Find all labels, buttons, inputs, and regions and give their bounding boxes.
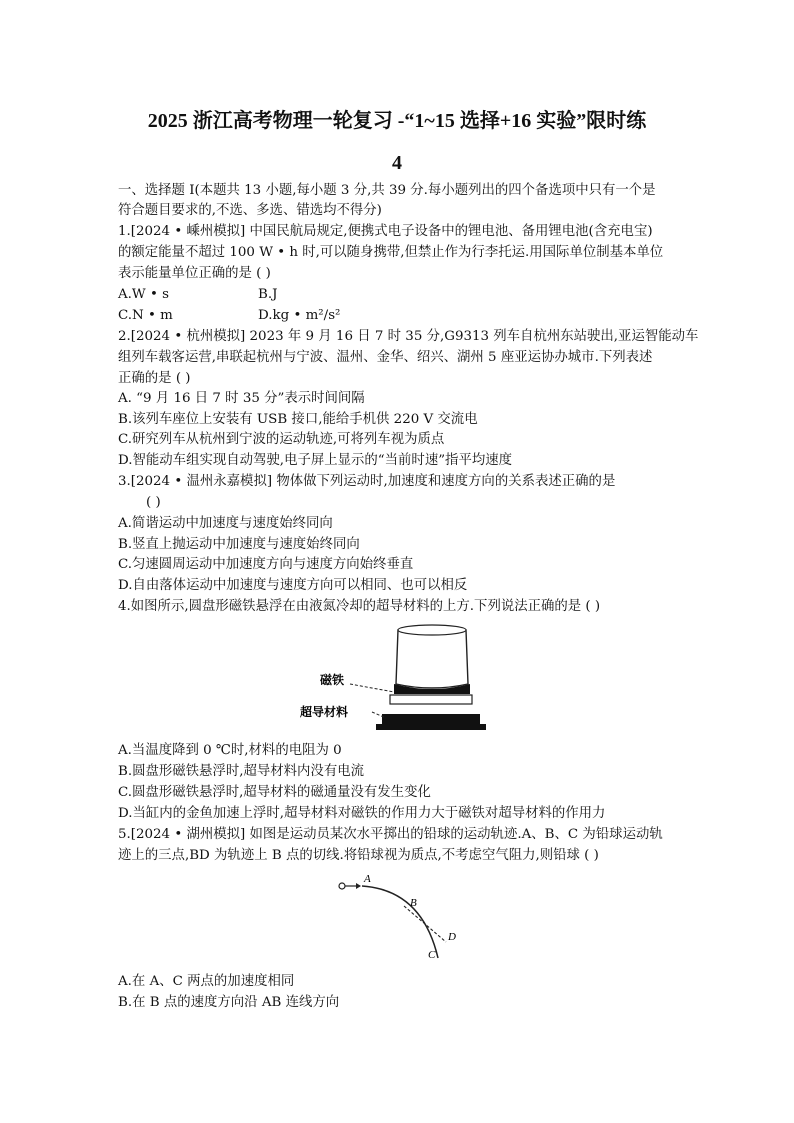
section-heading: 一、选择题 Ⅰ(本题共 13 小题,每小题 3 分,共 39 分.每小题列出的四个备选项中只有一个是 <box>118 183 656 198</box>
q2-option-a: A. “9 月 16 日 7 时 35 分”表示时间间隔 <box>118 391 365 406</box>
q2-stem: 2.[2024 • 杭州模拟] 2023 年 9 月 16 日 7 时 35 分,G9313 列车自杭州东站驶出,亚运智能动车 <box>118 329 699 344</box>
q4-option-c: C.圆盘形磁铁悬浮时,超导材料的磁通量没有发生变化 <box>118 785 431 800</box>
q2-stem: 组列车载客运营,串联起杭州与宁波、温州、金华、绍兴、湖州 5 座亚运协办城市.下列表述 <box>118 350 653 365</box>
q2-option-d: D.智能动车组实现自动驾驶,电子屏上显示的“当前时速”指平均速度 <box>118 453 513 468</box>
q1-option-c: C.N • m <box>118 308 173 323</box>
q1-stem: 表示能量单位正确的是 ( ) <box>118 266 271 281</box>
q2-stem: 正确的是 ( ) <box>118 371 191 386</box>
point-b-label: B <box>410 897 417 909</box>
q5-stem: 5.[2024 • 湖州模拟] 如图是运动员某次水平掷出的铅球的运动轨迹.A、B、C 为铅球运动轨 <box>118 827 663 842</box>
point-c-label: C <box>428 949 436 961</box>
q3-stem: ( ) <box>146 495 161 510</box>
q2-option-b: B.该列车座位上安装有 USB 接口,能给手机供 220 V 交流电 <box>118 412 478 427</box>
shot-put-trajectory-figure <box>334 868 464 966</box>
page-title-number: 4 <box>392 152 402 174</box>
point-d-label: D <box>448 931 456 943</box>
label-magnet: 磁铁 <box>320 673 345 687</box>
q1-stem: 1.[2024 • 嵊州模拟] 中国民航局规定,便携式电子设备中的锂电池、备用锂电池(含充电宝) <box>118 224 653 239</box>
q4-option-b: B.圆盘形磁铁悬浮时,超导材料内没有电流 <box>118 764 364 779</box>
point-a-label: A <box>364 873 371 885</box>
q5-option-b: B.在 B 点的速度方向沿 AB 连线方向 <box>118 995 340 1010</box>
q1-stem: 的额定能量不超过 100 W • h 时,可以随身携带,但禁止作为行李托运.用国际单位制基本单位 <box>118 245 664 260</box>
q5-option-a: A.在 A、C 两点的加速度相同 <box>118 974 295 989</box>
q4-option-a: A.当温度降到 0 ℃时,材料的电阻为 0 <box>118 743 342 758</box>
q3-stem: 3.[2024 • 温州永嘉模拟] 物体做下列运动时,加速度和速度方向的关系表述正确的是 <box>118 474 616 489</box>
q1-option-d: D.kg • m²/s² <box>258 308 341 323</box>
q3-option-b: B.竖直上抛运动中加速度与速度始终同向 <box>118 537 360 552</box>
q3-option-d: D.自由落体运动中加速度与速度方向可以相同、也可以相反 <box>118 578 468 593</box>
page-title: 2025 浙江高考物理一轮复习 -“1~15 选择+16 实验”限时练 <box>147 110 647 132</box>
q4-option-d: D.当缸内的金鱼加速上浮时,超导材料对磁铁的作用力大于磁铁对超导材料的作用力 <box>118 806 606 821</box>
q2-option-c: C.研究列车从杭州到宁波的运动轨迹,可将列车视为质点 <box>118 432 445 447</box>
q5-stem: 迹上的三点,BD 为轨迹上 B 点的切线.将铅球视为质点,不考虑空气阻力,则铅球 ( ) <box>118 848 599 863</box>
q1-option-a: A.W • s <box>118 287 169 302</box>
q1-option-b: B.J <box>258 287 278 302</box>
label-superconductor: 超导材料 <box>300 705 349 719</box>
superconductor-levitation-figure <box>290 622 500 734</box>
q4-stem: 4.如图所示,圆盘形磁铁悬浮在由液氮冷却的超导材料的上方.下列说法正确的是 ( ) <box>118 599 601 614</box>
q3-option-a: A.简谐运动中加速度与速度始终同向 <box>118 516 333 531</box>
q3-option-c: C.匀速圆周运动中加速度方向与速度方向始终垂直 <box>118 557 414 572</box>
section-heading-cont: 符合题目要求的,不选、多选、错选均不得分) <box>118 203 382 218</box>
